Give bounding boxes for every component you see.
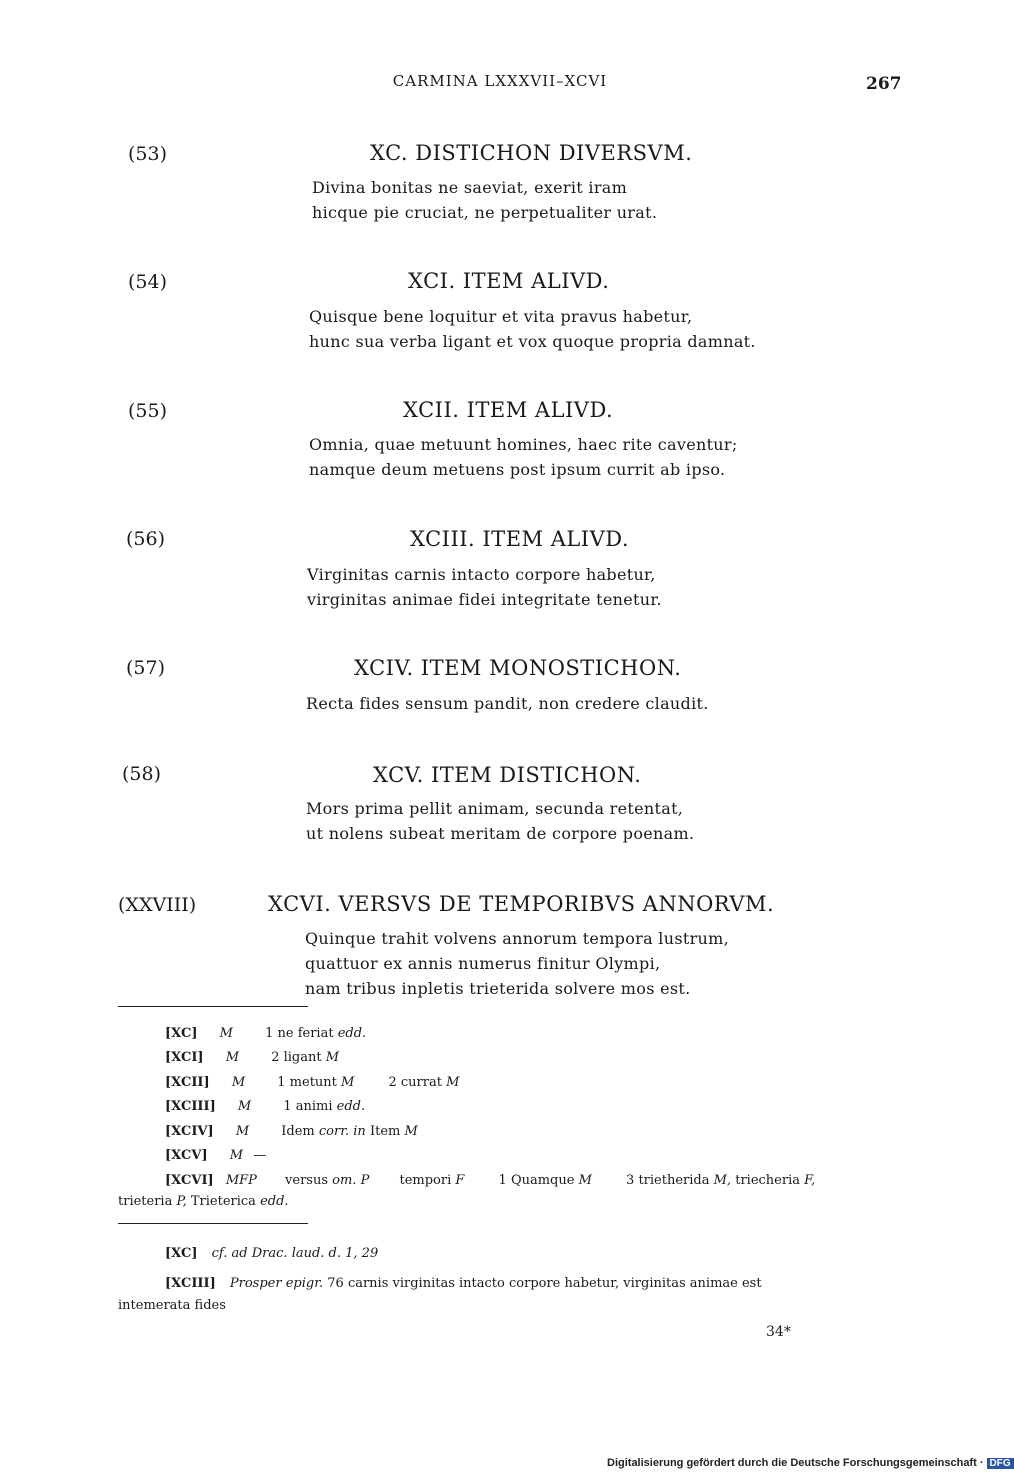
- apparatus-entry: [165, 1124, 418, 1139]
- verse-line: Recta fides sensum pandit, non credere claudit.: [306, 694, 709, 713]
- poem-title: XCVI. VERSVS DE TEMPORIBVS ANNORVM.: [268, 892, 775, 916]
- testimonium-entry: [165, 1246, 378, 1261]
- verse-line: ut nolens subeat meritam de corpore poenam.: [306, 824, 695, 843]
- apparatus-note-italic: M: [446, 1075, 460, 1090]
- apparatus-note-italic: om. P: [332, 1173, 370, 1188]
- apparatus-ref: [XCV]: [165, 1148, 208, 1163]
- poem-number: (54): [128, 271, 168, 293]
- apparatus-ref: [XCIV]: [165, 1124, 214, 1139]
- verse-line: nam tribus inpletis trieterida solvere mos est.: [305, 979, 691, 998]
- apparatus-note: Idem: [281, 1124, 315, 1139]
- apparatus-entry: [165, 1075, 459, 1090]
- apparatus-note: triecheria: [735, 1173, 800, 1188]
- poem-title: XCI. ITEM ALIVD.: [408, 269, 610, 293]
- apparatus-note-italic: M: [578, 1173, 592, 1188]
- apparatus-note: 1 animi: [283, 1099, 333, 1114]
- apparatus-continuation: [118, 1194, 289, 1209]
- apparatus-note-italic: F,: [804, 1173, 816, 1188]
- apparatus-note-italic: edd.: [336, 1099, 366, 1114]
- apparatus-sigla: M: [231, 1075, 246, 1090]
- apparatus-note: 1 ne feriat: [265, 1026, 334, 1041]
- poem-title: XCIII. ITEM ALIVD.: [410, 527, 630, 551]
- poem-number: (XXVIII): [118, 894, 197, 916]
- signature-mark: 34*: [766, 1324, 791, 1340]
- apparatus-note-italic: P,: [176, 1194, 187, 1209]
- verse-line: Omnia, quae metuunt homines, haec rite caventur;: [309, 435, 738, 454]
- verse-line: Quisque bene loquitur et vita pravus habetur,: [309, 307, 693, 326]
- apparatus-note-italic: M: [341, 1075, 355, 1090]
- poem-title: XCV. ITEM DISTICHON.: [373, 763, 642, 787]
- testimonium-ref: [XC]: [165, 1246, 198, 1261]
- apparatus-note-italic: corr. in: [318, 1124, 366, 1139]
- apparatus-note: trieteria: [118, 1194, 173, 1209]
- verse-line: Virginitas carnis intacto corpore habetur,: [307, 565, 656, 584]
- poem-number: (53): [128, 143, 168, 165]
- testimonium-ref: [XCIII]: [165, 1276, 216, 1291]
- testimonium-author: Prosper epigr.: [229, 1276, 324, 1291]
- verse-line: virginitas animae fidei integritate tenetur.: [307, 590, 662, 609]
- poem-number: (58): [122, 763, 162, 785]
- apparatus-sigla: M: [225, 1050, 240, 1065]
- apparatus-ref: [XCI]: [165, 1050, 204, 1065]
- apparatus-note-italic: M: [325, 1050, 340, 1065]
- apparatus-note: versus: [285, 1173, 329, 1188]
- footnote-rule: [118, 1223, 308, 1224]
- digitization-credit: [607, 1457, 1014, 1469]
- apparatus-note: 2 currat: [388, 1075, 442, 1090]
- apparatus-ref: [XCII]: [165, 1075, 210, 1090]
- verse-line: quattuor ex annis numerus finitur Olympi,: [305, 954, 661, 973]
- testimonium-text: 76 carnis virginitas intacto corpore habetur, virginitas animae est: [327, 1276, 762, 1291]
- apparatus-note: 3 trietherida: [626, 1173, 710, 1188]
- testimonium-text: cf. ad Drac. laud. d. 1, 29: [211, 1246, 379, 1261]
- apparatus-sigla: M: [237, 1099, 252, 1114]
- apparatus-note: 1 Quamque: [498, 1173, 575, 1188]
- apparatus-note-italic: edd.: [337, 1026, 367, 1041]
- verse-line: Quinque trahit volvens annorum tempora lustrum,: [305, 929, 729, 948]
- apparatus-ref: [XCIII]: [165, 1099, 216, 1114]
- apparatus-note-italic: F: [455, 1173, 465, 1188]
- poem-number: (55): [128, 400, 168, 422]
- poem-number: (57): [126, 657, 166, 679]
- apparatus-entry: [165, 1026, 366, 1041]
- apparatus-note: tempori: [399, 1173, 452, 1188]
- dfg-logo: DFG: [987, 1458, 1014, 1469]
- apparatus-ref: [XC]: [165, 1026, 198, 1041]
- apparatus-note: Item: [369, 1124, 401, 1139]
- verse-line: hicque pie cruciat, ne perpetualiter urat.: [312, 203, 658, 222]
- apparatus-sigla: M: [235, 1124, 250, 1139]
- running-head: CARMINA LXXXVII–XCVI: [392, 72, 608, 90]
- page-number: 267: [866, 74, 902, 94]
- apparatus-entry: [165, 1173, 815, 1188]
- credit-text: Digitalisierung gefördert durch die Deutsche Forschungsgemeinschaft ·: [607, 1457, 984, 1469]
- poem-title: XCIV. ITEM MONOSTICHON.: [354, 656, 682, 680]
- poem-number: (56): [126, 528, 166, 550]
- apparatus-note-italic: edd.: [260, 1194, 289, 1209]
- poem-title: XCII. ITEM ALIVD.: [403, 398, 614, 422]
- verse-line: namque deum metuens post ipsum currit ab ipso.: [309, 460, 726, 479]
- apparatus-entry: [165, 1050, 339, 1065]
- apparatus-ref: [XCVI]: [165, 1173, 214, 1188]
- poem-title: XC. DISTICHON DIVERSVM.: [370, 141, 693, 165]
- testimonium-entry: [165, 1276, 762, 1291]
- apparatus-sigla: M: [229, 1148, 244, 1163]
- apparatus-note: 1 metunt: [277, 1075, 337, 1090]
- apparatus-note: Trieterica: [190, 1194, 256, 1209]
- apparatus-entry: [165, 1148, 266, 1163]
- verse-line: Divina bonitas ne saeviat, exerit iram: [312, 178, 628, 197]
- apparatus-note: 2 ligant: [271, 1050, 322, 1065]
- footnote-rule: [118, 1006, 308, 1007]
- apparatus-entry: [165, 1099, 365, 1114]
- apparatus-note-italic: M: [404, 1124, 418, 1139]
- apparatus-note: —: [253, 1148, 267, 1163]
- testimonium-continuation: intemerata fides: [118, 1298, 226, 1313]
- apparatus-sigla: MFP: [225, 1173, 257, 1188]
- apparatus-note-italic: M,: [713, 1173, 732, 1188]
- apparatus-sigla: M: [219, 1026, 233, 1041]
- verse-line: hunc sua verba ligant et vox quoque propria damnat.: [309, 332, 756, 351]
- verse-line: Mors prima pellit animam, secunda retentat,: [306, 799, 684, 818]
